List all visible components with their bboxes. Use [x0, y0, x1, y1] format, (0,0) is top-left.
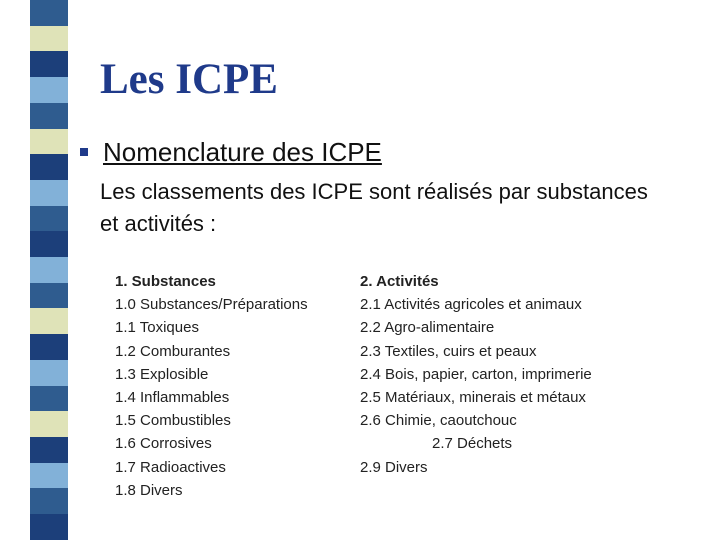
square-bullet-icon [80, 148, 88, 156]
stripe-block [30, 51, 68, 77]
list-item: 2.5 Matériaux, minerais et métaux [360, 388, 586, 406]
list-item: 2.3 Textiles, cuirs et peaux [360, 342, 537, 360]
decorative-stripe [30, 0, 68, 540]
intro-text: Les classements des ICPE sont réalisés par substances et activités : [100, 179, 648, 236]
section-heading: Nomenclature des ICPE [103, 137, 382, 167]
stripe-block [30, 463, 68, 489]
list-item: 2.9 Divers [360, 458, 428, 476]
stripe-block [30, 26, 68, 52]
stripe-block [30, 103, 68, 129]
list-item: 1.2 Comburantes [115, 342, 231, 360]
list-item: 2.7 Déchets [432, 435, 513, 453]
stripe-block [30, 386, 68, 412]
list-item: 1.7 Radioactives [115, 458, 226, 476]
stripe-block [30, 180, 68, 206]
list-item: 1.6 Corrosives [115, 435, 212, 453]
stripe-block [30, 411, 68, 437]
stripe-block [30, 129, 68, 155]
stripe-block [30, 334, 68, 360]
slide-title: Les ICPE [100, 56, 278, 103]
list-item: 2.6 Chimie, caoutchouc [360, 412, 517, 430]
substances-title: 1. Substances [115, 273, 216, 290]
activites-column [360, 270, 592, 479]
stripe-block [30, 257, 68, 283]
list-item: 1.5 Combustibles [115, 412, 231, 430]
substances-column [115, 270, 308, 502]
list-item: 1.8 Divers [115, 481, 183, 499]
list-item: 2.2 Agro-alimentaire [360, 319, 495, 337]
stripe-block [30, 283, 68, 309]
list-item: 1.3 Explosible [115, 365, 209, 383]
stripe-block [30, 154, 68, 180]
stripe-block [30, 308, 68, 334]
list-item: 2.4 Bois, papier, carton, imprimerie [360, 365, 592, 383]
list-item: 1.4 Inflammables [115, 388, 230, 406]
list-item: 1.1 Toxiques [115, 319, 199, 337]
stripe-block [30, 514, 68, 540]
stripe-block [30, 77, 68, 103]
list-item: 2.1 Activités agricoles et animaux [360, 296, 582, 314]
stripe-block [30, 231, 68, 257]
stripe-block [30, 488, 68, 514]
stripe-block [30, 206, 68, 232]
stripe-block [30, 437, 68, 463]
list-item: 1.0 Substances/Préparations [115, 296, 308, 314]
stripe-block [30, 0, 68, 26]
activites-title: 2. Activités [360, 273, 439, 290]
stripe-block [30, 360, 68, 386]
